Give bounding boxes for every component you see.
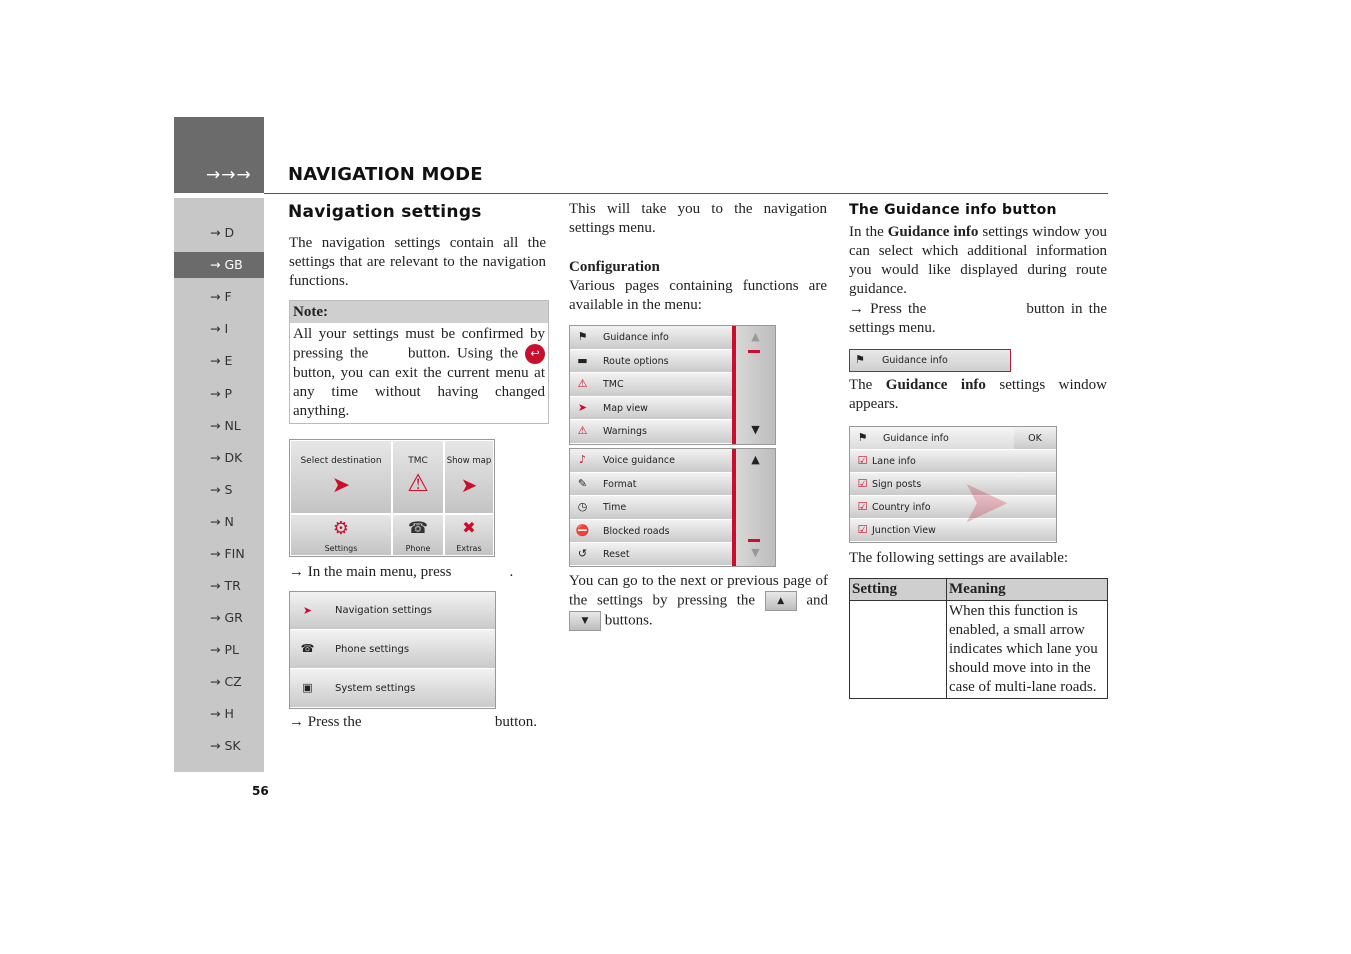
- tile-show-map: Show map ➤: [444, 440, 494, 514]
- row-map-view: ➤ Map view: [570, 397, 732, 420]
- sidebar-item-d[interactable]: → D: [210, 225, 235, 240]
- checkbox-checked-icon: ☑: [857, 500, 868, 513]
- main-menu-screenshot: [289, 439, 495, 557]
- sidebar-item-tr[interactable]: → TR: [210, 578, 241, 593]
- sidebar-item-gr[interactable]: → GR: [210, 610, 243, 625]
- table-header-meaning: Meaning: [947, 579, 1108, 601]
- checkbox-checked-icon: ☑: [857, 523, 868, 536]
- exit-icon: ↩: [525, 344, 545, 364]
- row-format: ✎ Format: [570, 473, 732, 496]
- tile-phone: ☎ Phone: [392, 514, 444, 556]
- tile-settings: ⚙ Settings: [290, 514, 392, 556]
- warning-triangle-icon: ⚠: [407, 469, 429, 497]
- guidance-info-icon: ⚑: [577, 330, 588, 343]
- ok-button[interactable]: OK: [1014, 427, 1056, 450]
- page-number: 56: [252, 784, 269, 798]
- time-icon: ◷: [577, 500, 588, 513]
- row-sign-posts: ☑ Sign posts: [850, 473, 1056, 496]
- row-country-info: ☑ Country info: [850, 496, 1056, 519]
- note-text-2: button. Using the: [408, 345, 519, 362]
- table-row: [850, 601, 1108, 699]
- row-reset: ↺ Reset: [570, 543, 732, 566]
- scroll-thumb: [748, 539, 760, 542]
- settings-menu-screenshot: [289, 591, 496, 709]
- scroll-thumb: [748, 350, 760, 353]
- row-time: ◷ Time: [570, 496, 732, 520]
- sidebar-item-gb[interactable]: → GB: [174, 252, 264, 278]
- page-up-button: ▲: [765, 591, 797, 611]
- step-press-nav-settings: → Press the button.: [289, 714, 537, 730]
- step-main-menu: → In the main menu, press .: [289, 564, 514, 580]
- row-voice-guidance: ♪ Voice guidance: [570, 449, 732, 473]
- tmc-icon: ⚠: [577, 377, 588, 390]
- guidance-info-window: [849, 426, 1057, 543]
- window-appears-text: The Guidance info settings window appears.: [849, 377, 1107, 412]
- row-guidance-info: ⚑ Guidance info: [570, 326, 732, 350]
- scroll-down-icon[interactable]: ▼: [751, 546, 760, 559]
- scroll-down-icon[interactable]: ▼: [751, 423, 760, 436]
- row-blocked-roads: ⛔ Blocked roads: [570, 520, 732, 543]
- sidebar-item-pl[interactable]: → PL: [210, 642, 239, 657]
- tile-extras: ✖ Extras: [444, 514, 494, 556]
- row-warnings: ⚠ Warnings: [570, 420, 732, 444]
- col2-intro: This will take you to the navigation settings menu.: [569, 201, 827, 236]
- header-arrows: →→→: [206, 165, 252, 185]
- language-sidebar: [174, 198, 264, 772]
- reset-icon: ↺: [577, 547, 588, 560]
- tile-tmc: TMC ⚠: [392, 440, 444, 514]
- page-down-button: ▼: [569, 611, 601, 631]
- checkbox-checked-icon: ☑: [857, 477, 868, 490]
- settings-table: [849, 578, 1108, 699]
- navigation-settings-icon: ➤: [302, 604, 313, 617]
- header-divider: [264, 193, 1108, 194]
- sidebar-item-sk[interactable]: → SK: [210, 738, 241, 753]
- table-header-row: [850, 579, 1108, 601]
- sidebar-item-fin[interactable]: → FIN: [210, 546, 245, 561]
- guidance-info-button-image: ⚑ Guidance info: [849, 349, 1011, 372]
- row-lane-info: ☑ Lane info: [850, 450, 1056, 473]
- section-heading: Navigation settings: [288, 202, 482, 222]
- window-title-bar: ⚑ Guidance info: [850, 427, 1014, 450]
- guidance-info-icon: ⚑: [855, 353, 865, 366]
- system-settings-icon: ▣: [302, 681, 313, 694]
- configuration-text: Various pages containing functions are available in the menu:: [569, 278, 827, 313]
- navigation-arrow-watermark-icon: ➤: [960, 467, 1011, 537]
- page-title: NAVIGATION MODE: [288, 164, 483, 185]
- sidebar-item-s[interactable]: → S: [210, 482, 233, 497]
- note-text-3: button, you can exit the current menu at any time without having changed anything.: [293, 365, 545, 419]
- row-navigation-settings: ➤ Navigation settings: [290, 592, 495, 630]
- step-press-guidance-info: → Press the button in the settings menu.: [849, 301, 1108, 336]
- sidebar-item-dk[interactable]: → DK: [210, 450, 243, 465]
- row-tmc: ⚠ TMC: [570, 373, 732, 397]
- checkbox-checked-icon: ☑: [857, 454, 868, 467]
- gear-icon: ⚙: [332, 518, 350, 539]
- row-junction-view: ☑ Junction View: [850, 519, 1056, 542]
- route-options-icon: ▬: [577, 354, 588, 367]
- sidebar-item-n[interactable]: → N: [210, 514, 234, 529]
- map-view-icon: ➤: [577, 401, 588, 414]
- sidebar-item-f[interactable]: → F: [210, 289, 232, 304]
- phone-settings-icon: ☎: [300, 642, 315, 655]
- intro-paragraph: The navigation settings contain all the settings that are relevant to the navigation functions.: [289, 235, 546, 289]
- scroll-up-icon[interactable]: ▲: [751, 330, 760, 343]
- voice-guidance-icon: ♪: [578, 453, 587, 466]
- table-cell-meaning: When this function is enabled, a small arrow indicates which lane you should move into in the case of multi-lane roads.: [947, 601, 1108, 699]
- note-label: Note:: [290, 301, 548, 323]
- scroll-up-icon[interactable]: ▲: [751, 453, 760, 466]
- extras-icon: ✖: [462, 518, 476, 537]
- sidebar-item-cz[interactable]: → CZ: [210, 674, 242, 689]
- sidebar-item-e[interactable]: → E: [210, 353, 233, 368]
- blocked-roads-icon: ⛔: [575, 524, 590, 537]
- table-cell-setting: [850, 601, 947, 699]
- tile-select-destination: Select destination ➤: [290, 440, 392, 514]
- format-icon: ✎: [577, 477, 588, 490]
- compass-arrow-icon: ➤: [331, 473, 351, 498]
- row-system-settings: ▣ System settings: [290, 669, 495, 708]
- settings-page2-screenshot: [569, 448, 776, 567]
- note-text-1: All your settings must be confirmed by pressing the: [293, 326, 545, 362]
- guidance-info-heading: The Guidance info button: [849, 202, 1057, 218]
- map-arrow-icon: ➤: [460, 473, 478, 497]
- paging-text: You can go to the next or previous page of the settings by pressing the ▲ and ▼ buttons.: [569, 572, 828, 631]
- following-settings-text: The following settings are available:: [849, 550, 1069, 566]
- guidance-info-icon: ⚑: [857, 431, 868, 444]
- sidebar-item-i[interactable]: → I: [210, 321, 229, 336]
- sidebar-item-nl[interactable]: → NL: [210, 418, 241, 433]
- configuration-heading: Configuration: [569, 259, 660, 275]
- note-text: [290, 323, 548, 423]
- note-box: [289, 300, 549, 424]
- row-phone-settings: ☎ Phone settings: [290, 630, 495, 669]
- sidebar-item-h[interactable]: → H: [210, 706, 234, 721]
- table-header-setting: Setting: [850, 579, 947, 601]
- sidebar-item-p[interactable]: → P: [210, 386, 232, 401]
- row-route-options: ▬ Route options: [570, 350, 732, 373]
- settings-page1-screenshot: [569, 325, 776, 445]
- guidance-info-intro: In the Guidance info settings window you can select which additional information you would like displayed during route guidance.: [849, 224, 1107, 297]
- phone-icon: ☎: [408, 518, 428, 537]
- warnings-icon: ⚠: [577, 424, 588, 437]
